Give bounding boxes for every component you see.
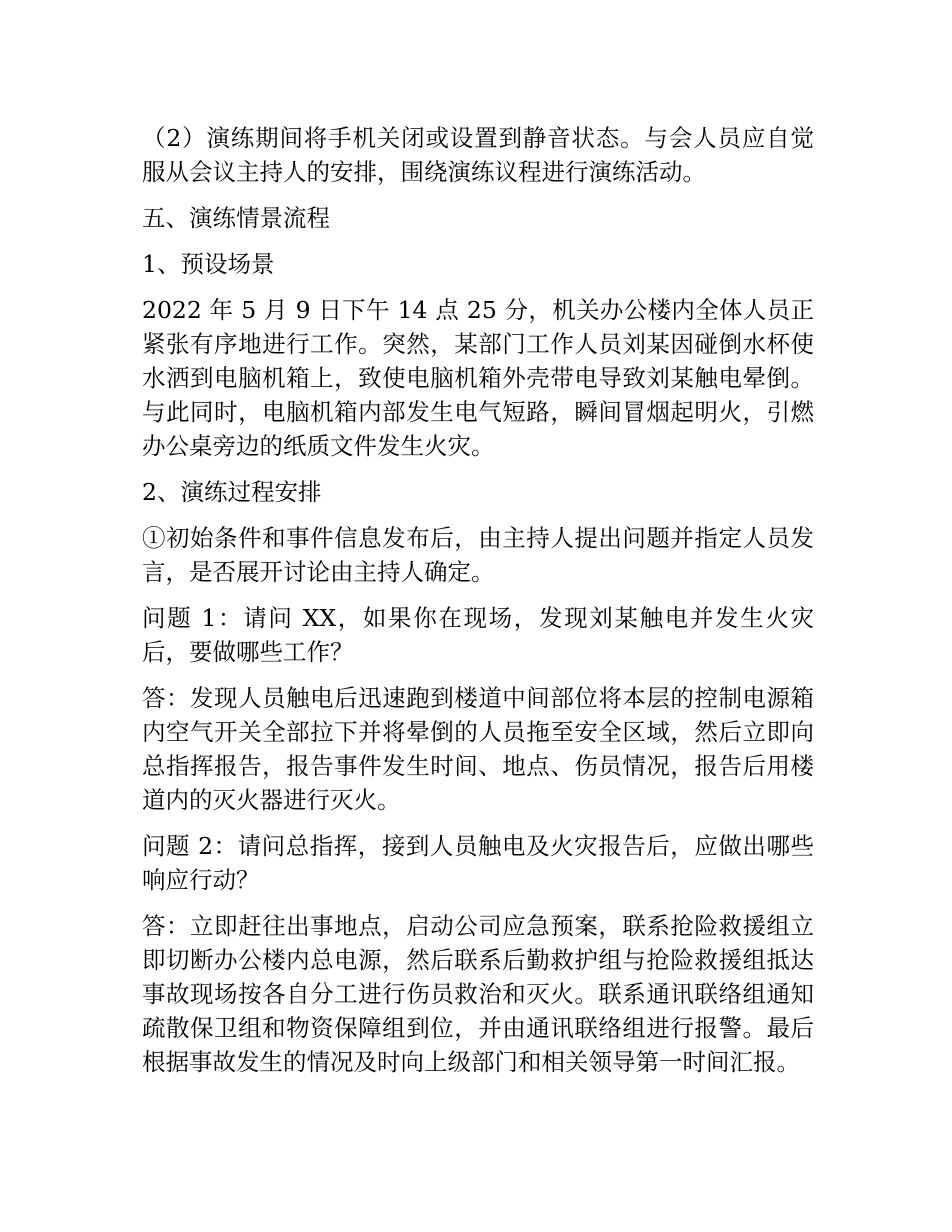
paragraph-phone-silence: （2）演练期间将手机关闭或设置到静音状态。与会人员应自觉服从会议主持人的安排，围绕演练议程进行演练活动。 bbox=[142, 124, 814, 186]
answer-2: 答：立即赶往出事地点，启动公司应急预案，联系抢险救援组立即切断办公楼内总电源，然后联系后勤救护组与抢险救援组抵达事故现场按各自分工进行伤员救治和灭火。联系通讯联络组通知疏散保卫组和物资保障组到位，并由通讯联络组进行报警。最后根据事故发生的情况及时向上级部门和相关领导第一时间汇报。 bbox=[142, 912, 814, 1076]
question-2: 问题 2：请问总指挥，接到人员触电及火灾报告后，应做出哪些响应行动？ bbox=[142, 832, 814, 894]
document-page bbox=[142, 121, 814, 1091]
paragraph-initial-conditions: ①初始条件和事件信息发布后，由主持人提出问题并指定人员发言，是否展开讨论由主持人确定。 bbox=[142, 524, 814, 586]
section-heading-drill-scenario-flow: 五、演练情景流程 bbox=[142, 204, 330, 232]
subheading-preset-scene: 1、预设场景 bbox=[142, 250, 275, 278]
paragraph-scene-description: 2022 年 5 月 9 日下午 14 点 25 分，机关办公楼内全体人员正紧张有序地进行工作。突然，某部门工作人员刘某因碰倒水杯使水洒到电脑机箱上，致使电脑机箱外壳带电导致刘某触电晕倒。与此同时，电脑机箱内部发生电气短路，瞬间冒烟起明火，引燃办公桌旁边的纸质文件发生火灾。 bbox=[142, 296, 814, 460]
answer-1: 答：发现人员触电后迅速跑到楼道中间部位将本层的控制电源箱内空气开关全部拉下并将晕倒的人员拖至安全区域，然后立即向总指挥报告，报告事件发生时间、地点、伤员情况，报告后用楼道内的灭火器进行灭火。 bbox=[142, 684, 814, 814]
subheading-drill-process: 2、演练过程安排 bbox=[142, 478, 322, 506]
question-1: 问题 1：请问 XX，如果你在现场，发现刘某触电并发生火灾后，要做哪些工作？ bbox=[142, 604, 814, 666]
